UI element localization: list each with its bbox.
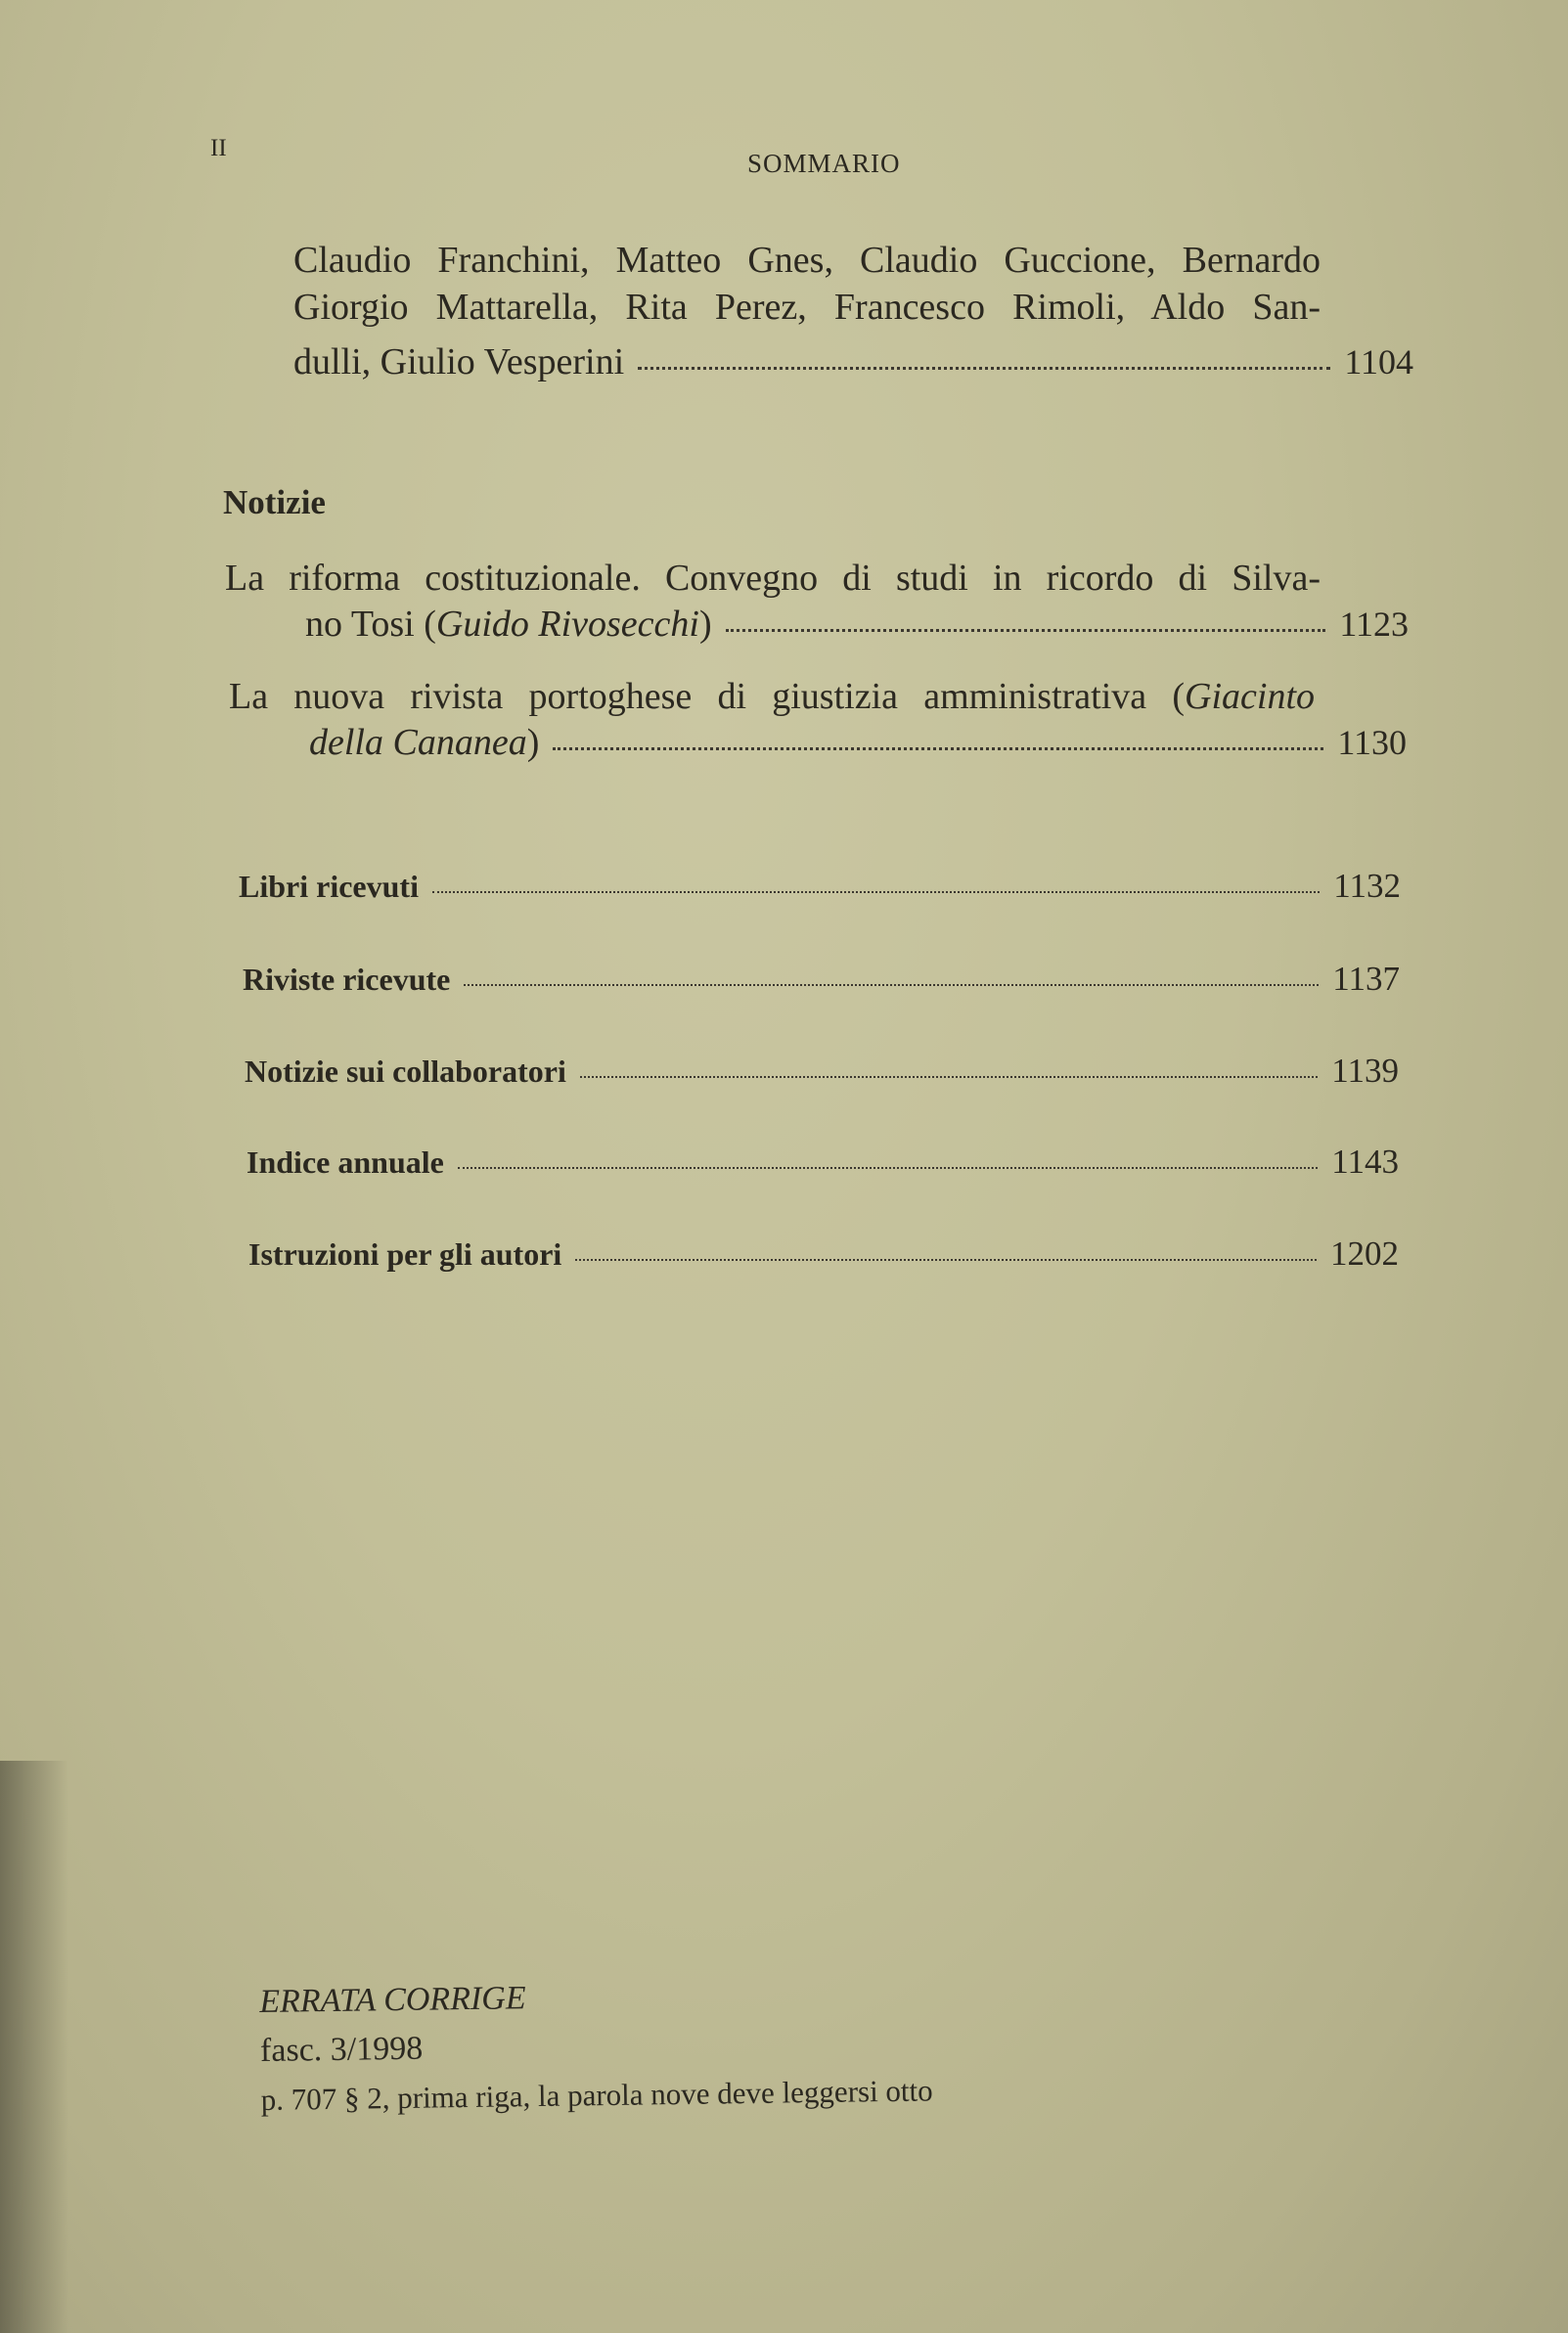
toc-entry-label: Libri ricevuti: [239, 869, 419, 904]
toc-entry: [309, 719, 1407, 766]
page-number: 1132: [1333, 867, 1401, 905]
toc-entry: [229, 673, 1315, 720]
toc-entry-title: La riforma costituzionale. Convegno di studi in ricordo di Silva-: [225, 558, 1321, 599]
dot-leader: [638, 367, 1330, 370]
toc-entry-line: Claudio Franchini, Matteo Gnes, Claudio Guccione, Bernardo: [293, 240, 1321, 281]
errata-corrige: [259, 1968, 933, 2125]
dot-leader: [432, 891, 1320, 893]
running-head: SOMMARIO: [747, 149, 901, 178]
folio: II: [210, 135, 227, 161]
page-number: 1143: [1331, 1143, 1399, 1181]
errata-issue: fasc. 3/1998: [259, 2030, 424, 2069]
toc-entry-title: La nuova rivista portoghese di giustizia amministrativa (Giacinto: [229, 676, 1315, 717]
page-number: 1104: [1344, 342, 1413, 381]
dot-leader: [575, 1259, 1317, 1261]
toc-entry-label: Indice annuale: [246, 1144, 444, 1180]
dot-leader: [464, 984, 1319, 986]
errata-note: p. 707 § 2, prima riga, la parola nove deve leggersi otto: [260, 2073, 933, 2117]
dot-leader: [580, 1076, 1318, 1078]
toc-entry-continued-last: [293, 338, 1413, 385]
page-number: 1130: [1337, 723, 1407, 762]
toc-entry-back-matter: [239, 867, 1401, 906]
toc-entry-label: Istruzioni per gli autori: [248, 1236, 562, 1272]
errata-title: ERRATA CORRIGE: [259, 1980, 526, 2020]
toc-entry-line: Giorgio Mattarella, Rita Perez, Francesco Rimoli, Aldo San-: [293, 287, 1321, 328]
toc-entry: [305, 601, 1409, 648]
toc-entry-back-matter: [243, 960, 1400, 999]
toc-entry-back-matter: [248, 1234, 1399, 1274]
toc-entry-back-matter: [245, 1052, 1399, 1091]
page-number: 1139: [1331, 1052, 1399, 1090]
toc-entry: [225, 555, 1321, 602]
page-number: 1123: [1339, 605, 1409, 644]
dot-leader: [458, 1167, 1318, 1169]
toc-entry-back-matter: [246, 1143, 1399, 1182]
toc-entry-author: della Cananea): [309, 722, 540, 763]
section-heading-notizie: Notizie: [223, 483, 326, 521]
page-number: 1137: [1332, 960, 1400, 998]
toc-entry-line: dulli, Giulio Vesperini: [293, 341, 625, 382]
toc-entry-author: no Tosi (Guido Rivosecchi): [305, 604, 712, 645]
dot-leader: [553, 747, 1323, 750]
toc-entry-label: Riviste ricevute: [243, 962, 451, 997]
toc-entry-label: Notizie sui collaboratori: [245, 1054, 566, 1089]
page-shadow: [0, 1761, 68, 2333]
dot-leader: [726, 629, 1326, 632]
toc-entry-continued: [293, 237, 1321, 331]
page-number: 1202: [1330, 1234, 1399, 1273]
